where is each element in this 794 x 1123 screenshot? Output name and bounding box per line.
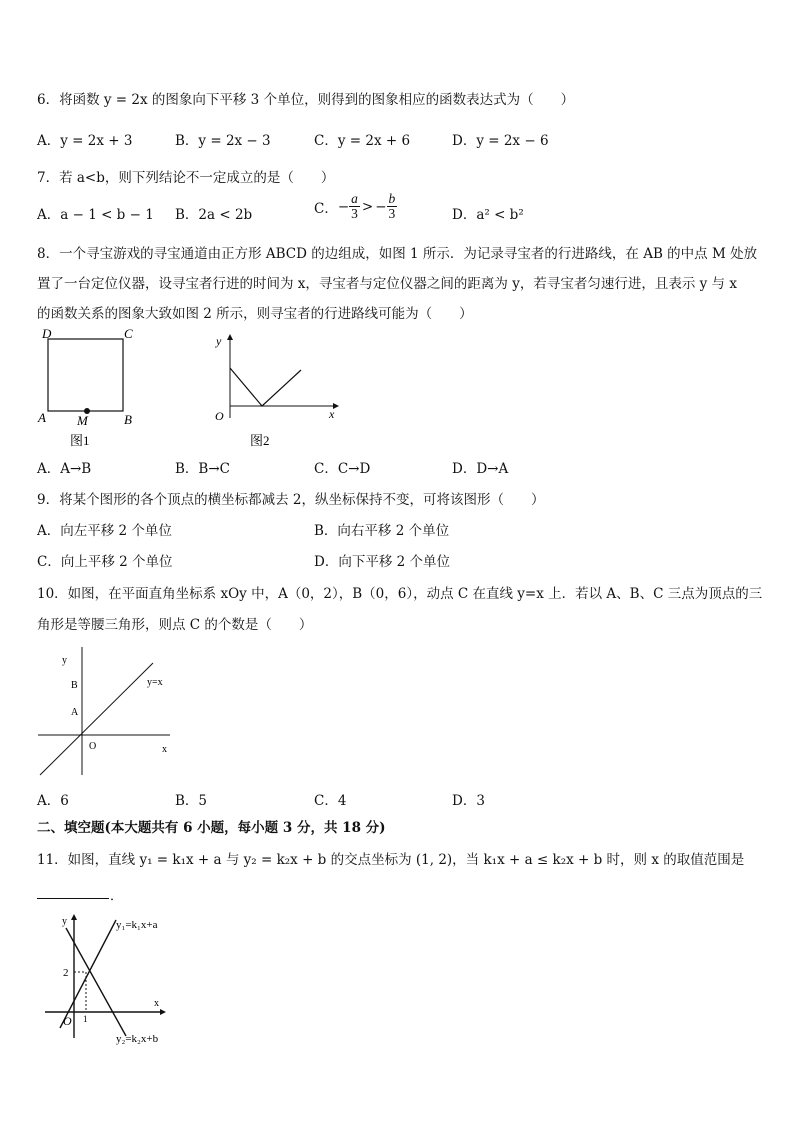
label-m: M (77, 413, 88, 428)
q7-c-gt: > (361, 198, 374, 215)
q9-option-b: B．向右平移 2 个单位 (314, 523, 450, 539)
q8-option-a: A．A→B (37, 461, 92, 477)
q9-option-c: C．向上平移 2 个单位 (37, 554, 173, 570)
q6-option-d: D．y = 2x − 6 (452, 133, 549, 149)
label-d: D (42, 326, 52, 341)
label-b: B (124, 412, 132, 427)
q10-label-o: O (89, 741, 97, 752)
q8-line-2: 置了一台定位仪器，设寻宝者行进的时间为 x，寻宝者与定位仪器之间的距离为 y，若寻宝者匀速行进，且表示 y 与 x (37, 276, 737, 292)
q11-label-l1: y₁=k₁x+a (116, 919, 158, 931)
q7-c-frac-a (349, 192, 360, 221)
fig2-caption: 图2 (250, 433, 270, 448)
q7-option-b: B．2a < 2b (175, 207, 253, 223)
q6-option-b: B．y = 2x − 3 (175, 133, 271, 149)
q10-line-y-eq-x (40, 663, 153, 775)
q10-line-1: 10．如图，在平面直角坐标系 xOy 中，A（0，2），B（0，6），动点 C 在直线 y=x 上．若以 A、B、C 三点为顶点的三 (37, 586, 763, 602)
q8-option-c: C．C→D (314, 461, 371, 477)
q11-label-o: O (63, 1014, 72, 1028)
q7-c-frac-b (387, 192, 398, 221)
q11-label-y: y (62, 916, 67, 927)
q10-label-x: x (162, 744, 167, 755)
fig1-caption: 图1 (70, 433, 90, 448)
fig2-label-o: O (215, 409, 224, 423)
q7-stem: 7．若 a<b，则下列结论不一定成立的是（ ） (37, 170, 335, 186)
q7-option-c-label: C． (314, 200, 338, 217)
q8-line-3: 的函数关系的图象大致如图 2 所示，则寻宝者的行进路线可能为（ ） (37, 306, 473, 322)
q7-c-num-a: a (351, 191, 358, 206)
q11-x-arrow (160, 1009, 166, 1015)
q11-figure (40, 910, 190, 1050)
q6-stem: 6．将函数 y = 2x 的图象向下平移 3 个单位，则得到的图象相应的函数表达式为（ ） (37, 92, 575, 108)
fig2-label-y: y (216, 334, 222, 348)
q9-option-a: A．向左平移 2 个单位 (37, 523, 172, 539)
q7-option-a: A．a − 1 < b − 1 (37, 207, 154, 223)
q11-line-y2 (66, 928, 126, 1036)
q8-option-b: B．B→C (175, 461, 230, 477)
q10-label-y: y (62, 655, 67, 666)
q10-line-2: 角形是等腰三角形，则点 C 的个数是（ ） (37, 617, 313, 633)
q7-c-minus-2: − (375, 198, 387, 215)
q9-option-d: D．向下平移 2 个单位 (314, 554, 450, 570)
fig2-label-x: x (329, 407, 335, 421)
q8-figure-2 (205, 328, 345, 450)
section-2-title: 二、填空题(本大题共有 6 小题，每小题 3 分，共 18 分) (37, 820, 386, 836)
fig2-y-arrow (227, 334, 233, 340)
q7-option-c (314, 192, 397, 221)
q8-figure-1 (30, 326, 150, 450)
q7-c-den-b: 3 (388, 206, 396, 221)
q7-c-den-a: 3 (351, 206, 358, 221)
square-abcd (48, 339, 123, 411)
q11-label-x: x (154, 998, 159, 1009)
q10-option-b: B．5 (175, 793, 208, 809)
q7-c-minus-1: − (337, 198, 350, 215)
q10-option-c: C．4 (314, 793, 347, 809)
q10-option-d: D．3 (452, 793, 485, 809)
q6-option-c: C．y = 2x + 6 (314, 133, 411, 149)
q9-stem: 9．将某个图形的各个顶点的横坐标都减去 2，纵坐标保持不变，可将该图形（ ） (37, 492, 545, 508)
q11-label-l2: y₂=k₂x+b (116, 1033, 159, 1045)
q10-label-b: B (71, 680, 78, 691)
q10-label-line: y=x (147, 677, 163, 688)
q11-y-arrow (71, 914, 77, 920)
fig2-graph (230, 368, 301, 406)
q11-line-1: 11．如图，直线 y₁ = k₁x + a 与 y₂ = k₂x + b 的交点坐标为 (1, 2)，当 k₁x + a ≤ k₂x + b 时，则 x 的取值范围是 (37, 852, 745, 868)
label-a: A (38, 410, 46, 425)
q8-option-d: D．D→A (452, 461, 509, 477)
q6-option-a: A．y = 2x + 3 (37, 133, 133, 149)
q8-line-1: 8．一个寻宝游戏的寻宝通道由正方形 ABCD 的边组成，如图 1 所示．为记录寻宝者的行进路线，在 AB 的中点 M 处放 (37, 246, 758, 262)
q11-period: ． (110, 889, 124, 904)
q11-label-1: 1 (83, 1014, 88, 1024)
q10-figure (35, 645, 185, 780)
q10-option-a: A．6 (37, 793, 69, 809)
q11-label-2: 2 (63, 967, 69, 979)
q10-label-a: A (71, 707, 79, 718)
label-c: C (124, 326, 133, 341)
q11-answer-blank[interactable] (37, 898, 109, 899)
q7-c-num-b: b (388, 191, 396, 206)
q7-option-d: D．a² < b² (452, 207, 524, 223)
